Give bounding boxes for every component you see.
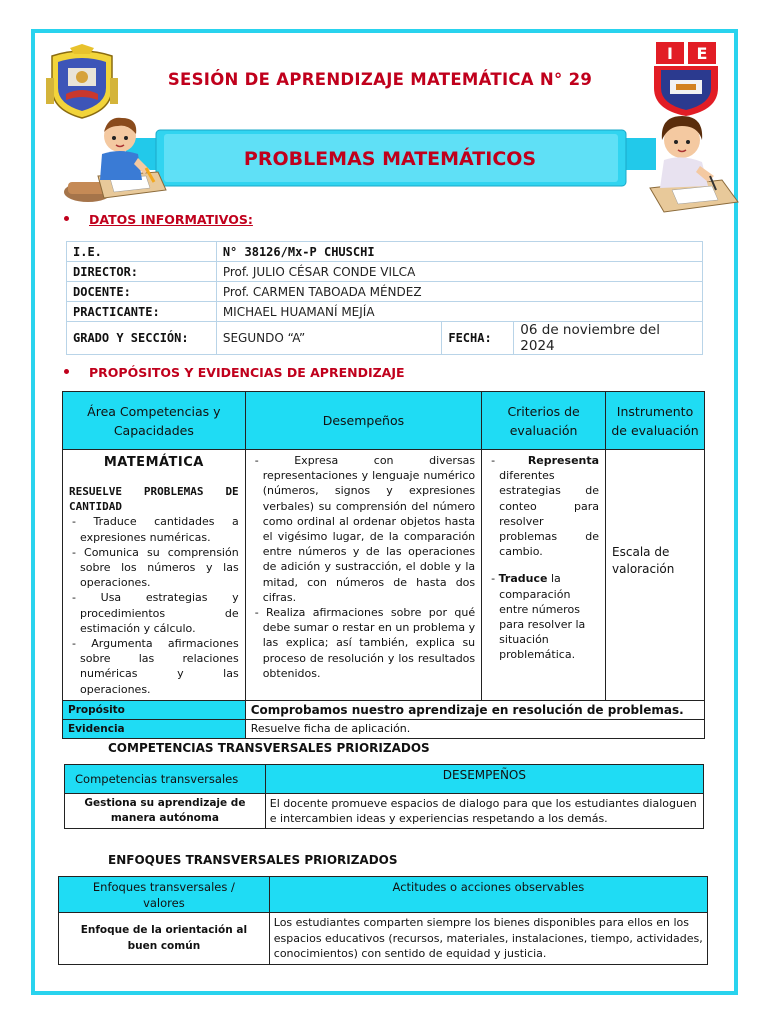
capacidad-item: - Traduce cantidades a expresiones numéricas. <box>72 515 239 544</box>
enfoques-table <box>58 876 708 965</box>
municipal-shield-logo <box>44 44 120 120</box>
girl-writing-illustration <box>642 110 742 218</box>
enfoque-actitud: Los estudiantes comparten siempre los bienes disponibles para ellos en los espacios educativos (recursos, materiales, instalaciones, tiempo, actividades, conocimientos) con sentido de equidad y justicia. <box>269 913 707 965</box>
instrumento-cell: Escala de valoración <box>606 450 705 701</box>
svg-text:I: I <box>667 44 673 63</box>
svg-text:E: E <box>696 44 708 63</box>
docente-value: Prof. CARMEN TABOADA MÉNDEZ <box>216 282 702 302</box>
ie-label: I.E. <box>67 242 217 262</box>
header-actitudes: Actitudes o acciones observables <box>269 877 707 913</box>
propositos-table <box>62 391 705 739</box>
practicante-label: PRACTICANTE: <box>67 302 217 322</box>
practicante-value: MICHAEL HUAMANÍ MEJÍA <box>216 302 702 322</box>
criterio-verb: Representa <box>527 454 600 467</box>
header-desempenos: DESEMPEÑOS <box>265 765 703 794</box>
desempeno-item: - Expresa con diversas representaciones y lenguaje numérico (números, signos y expresiones verbales) su comprensión del número como ordinal al ordenar objetos hasta el vigésimo lugar, de la comparación entre números y de las operaciones de adición y sustracción, el doble y la mitad, con números de hasta dos cifras. <box>254 454 476 604</box>
capacidad-item: - Usa estrategias y procedimientos de estimación y cálculo. <box>72 591 239 635</box>
criterio-verb: Traduce <box>498 572 548 586</box>
table-header-row <box>63 392 705 450</box>
table-row <box>67 242 703 262</box>
fecha-value: 06 de noviembre del 2024 <box>514 322 703 355</box>
competencias-table <box>64 764 704 829</box>
evidencia-label: Evidencia <box>63 719 246 738</box>
bullet-icon <box>64 216 69 221</box>
table-header-row <box>65 765 704 794</box>
criterio-item: - Traduce la comparación entre números para resolver la situación problemática. <box>491 572 586 662</box>
session-title: SESIÓN DE APRENDIZAJE MATEMÁTICA N° 29 <box>167 70 593 89</box>
area-title: MATEMÁTICA <box>103 455 204 470</box>
proposito-label: Propósito <box>63 700 246 719</box>
school-logo <box>648 40 724 118</box>
director-label: DIRECTOR: <box>67 262 217 282</box>
competencia-name: Gestiona su aprendizaje de manera autónoma <box>65 794 266 829</box>
table-row <box>63 700 705 719</box>
header-area: Área Competencias y Capacidades <box>63 392 246 450</box>
director-value: Prof. JULIO CÉSAR CONDE VILCA <box>216 262 702 282</box>
grado-label: GRADO Y SECCIÓN: <box>67 322 217 355</box>
header-enfoques: Enfoques transversales / valores <box>59 877 270 913</box>
table-row <box>67 262 703 282</box>
bullet-icon <box>64 369 69 374</box>
table-row <box>63 450 705 701</box>
ie-value: N° 38126/Mx-P CHUSCHI <box>216 242 702 262</box>
fecha-label: FECHA: <box>442 322 514 355</box>
desempenos-cell <box>245 450 481 701</box>
header-instrumento: Instrumento de evaluación <box>606 392 705 450</box>
table-row <box>65 794 704 829</box>
propositos-heading: PROPÓSITOS Y EVIDENCIAS DE APRENDIZAJE <box>64 365 405 380</box>
enfoque-name: Enfoque de la orientación al buen común <box>59 913 270 965</box>
table-row <box>67 322 703 355</box>
desempeno-item: - Realiza afirmaciones sobre por qué debe sumar o restar en un problema y las explica; así también, explica su proceso de resolución y los resultados obtenidos. <box>254 606 476 680</box>
table-row <box>63 719 705 738</box>
datos-table <box>66 241 703 355</box>
boy-writing-illustration <box>58 112 168 212</box>
enfoques-heading: ENFOQUES TRANSVERSALES PRIORIZADOS <box>108 853 398 867</box>
area-cell <box>63 450 246 701</box>
competencia-desempeno: El docente promueve espacios de dialogo para que los estudiantes dialoguen e intercambien ideas y experiencias respetando a los demás. <box>265 794 703 829</box>
competencias-heading: COMPETENCIAS TRANSVERSALES PRIORIZADOS <box>108 741 430 755</box>
criterio-item: - Representa diferentes estrategias de conteo para resolver problemas de cambio. <box>491 454 600 559</box>
criterios-cell <box>482 450 606 701</box>
header-competencias: Competencias transversales <box>65 765 266 794</box>
datos-heading: DATOS INFORMATIVOS: <box>64 212 253 227</box>
docente-label: DOCENTE: <box>67 282 217 302</box>
capacidad-item: - Comunica su comprensión sobre los números y las operaciones. <box>72 545 239 590</box>
table-row <box>67 302 703 322</box>
grado-value: SEGUNDO “A” <box>216 322 442 355</box>
table-row <box>67 282 703 302</box>
table-row <box>59 913 708 965</box>
competencia: RESUELVE PROBLEMAS DE CANTIDAD <box>69 485 239 514</box>
proposito-value: Comprobamos nuestro aprendizaje en resolución de problemas. <box>245 700 704 719</box>
capacidad-item: - Argumenta afirmaciones sobre las relaciones numéricas y las operaciones. <box>72 637 239 696</box>
table-header-row <box>59 877 708 913</box>
header-criterios: Criterios de evaluación <box>482 392 606 450</box>
lesson-title: PROBLEMAS MATEMÁTICOS <box>243 148 537 170</box>
header-desempenos: Desempeños <box>245 392 481 450</box>
evidencia-value: Resuelve ficha de aplicación. <box>245 719 704 738</box>
